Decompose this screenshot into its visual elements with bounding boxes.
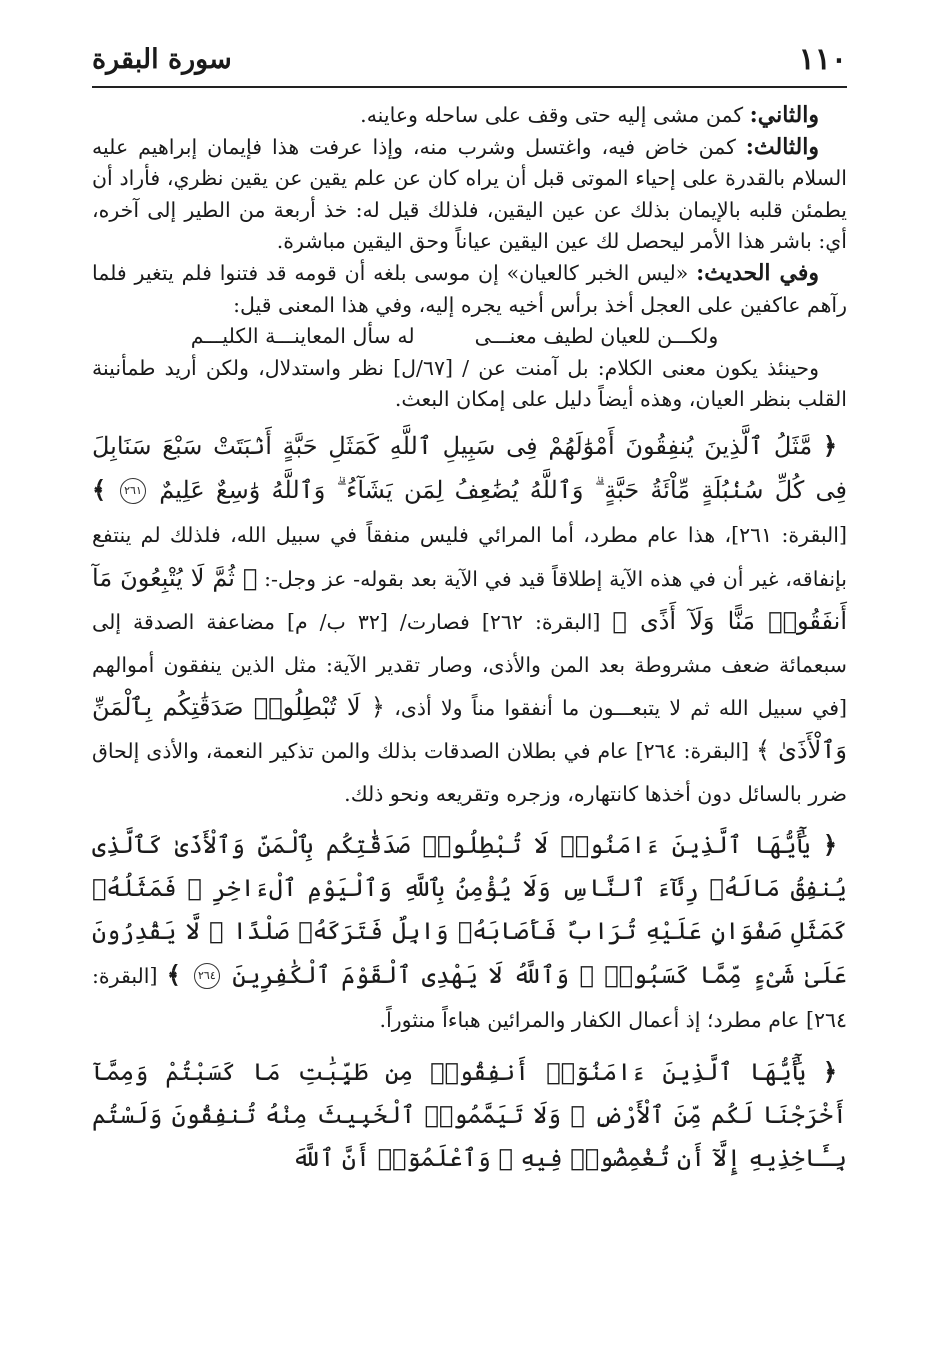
poem-hemistich-second: له سأل المعاينـــة الكليـــم [190,324,415,349]
commentary-text: عام مطرد؛ إذ أعمال الكفار والمرائين هباءاً منثوراً. [379,1007,806,1032]
poem-verse [92,321,847,353]
commentary-text: هذا عام مطرد، أما المرائي فليس منفقاً في سبيل الله، فلذلك لم ينتفع بإنفاقه، غير أن في هذه الآية إطلاقاً قيد في الآية بعد بقوله- عز وجل-: [92,522,847,591]
paragraph-text: وحينئذ يكون معنى الكلام: بل آمنت عن / [٦٧/ل] نظر واستدلال، ولكن أريد طمأنينة القلب بنظر العيان، وهذه أيضاً دليل على إمكان البعث. [92,355,847,412]
paragraph-text: «ليس الخبر كالعيان» إن موسى بلغه أن قومه قد فتنوا فلم يتغير فلما رآهم عاكفين على العجل أخذ برأس أخيه يجره إليه، وفي هذا المعنى قيل: [92,260,847,317]
ayah-quote: ﴿ ثُمَّ لَا يُتْبِعُونَ مَآ أَنفَقُوا۟ مَنًّا وَلَآ أَذًى ﴾ [92,563,847,635]
paragraph-hadith [92,258,847,321]
ayah-reference: [البقرة: ٢٦٤] [92,963,847,1032]
page-header [92,40,847,88]
paragraph-second [92,100,847,132]
ayah-reference: [البقرة: ٢٦٢] [481,609,613,634]
ayah-reference: [البقرة: ٢٦٤] [635,738,757,763]
ornate-bracket-open: ﴿ [822,430,837,460]
paragraph-third [92,132,847,258]
ayah-267-block [92,1050,847,1180]
commentary-text: عام في بطلان الصدقات بذلك والمن تذكير النعمة، والأذى إلحاق ضرر بالسائل دون أخذها كانتهاره، وزجره وتقريعه ونحو ذلك. [92,738,847,806]
paragraph-lead: وفي الحديث: [696,259,819,286]
paragraph-lead: والثالث: [745,133,819,160]
paragraph-lead: والثاني: [749,102,819,128]
ornate-bracket-open: ﴿ [822,829,837,859]
ayah-number-marker: ٢٦٤ [194,963,220,989]
ayah-261-block [92,424,847,815]
paragraph-conclusion [92,353,847,416]
poem-hemistich-first: ولكـــن للعيان لطيف معنـــى [474,324,719,349]
ornate-bracket-close: ﴾ [166,959,192,989]
ayah-text: يَٰٓأَيُّهَا ٱلَّذِينَ ءَامَنُوٓا۟ أَنفِقُوا۟ مِن طَيِّبَٰتِ مَا كَسَبْتُمْ وَمِمَّآ أَخْرَجْنَا لَكُم مِّنَ ٱلْأَرْضِ ۖ وَلَا تَيَمَّمُوا۟ ٱلْخَبِيثَ مِنْهُ تُنفِقُونَ وَلَسْتُم بِـَٔاخِذِيهِ إِلَّآ أَن تُغْمِضُوا۟ فِيهِ ۚ وَٱعْلَمُوٓا۟ أَنَّ ٱللَّهَ [92,1057,847,1172]
ayah-quote: ﴿ لَا تُبْطِلُوا۟ صَدَقَٰتِكُم بِٱلْمَنِّ وَٱلْأَذَىٰ ﴾ [92,692,847,764]
ayah-text: مَّثَلُ ٱلَّذِينَ يُنفِقُونَ أَمْوَٰلَهُمْ فِى سَبِيلِ ٱللَّهِ كَمَثَلِ حَبَّةٍ أَنۢبَتَتْ سَبْعَ سَنَابِلَ فِى كُلِّ سُنۢبُلَةٍ مِّاْئَةُ حَبَّةٍ ۗ وَٱللَّهُ يُضَٰعِفُ لِمَن يَشَآءُ ۗ وَٱللَّهُ وَٰسِعٌ عَلِيمٌ [92,431,848,504]
ayah-number-marker: ٢٦١ [120,478,146,504]
ayah-264-block [92,823,847,1042]
paragraph-text: كمن مشى إليه حتى وقف على ساحله وعاينه. [360,103,750,127]
surah-title: سورة البقرة [92,44,232,75]
commentary-text: فصارت/ [٣٢ ب/ م] مضاعفة الصدقة إلى سبعمائة ضعف مشروطة بعد المن والأذى، وصار تقدير الآية: مثل الذين ينفقون أموالهم [في سبيل الله ثم لا يتبعـــون ما أنفقوا مناً ولا أذى، [92,609,848,720]
page-body [92,100,847,1180]
paragraph-text: كمن خاض فيه، واغتسل وشرب منه، وإذا عرفت هذا فإيمان إبراهيم عليه السلام بالقدرة على إحياء الموتى قبل أن يراه كان عن علم يقين عن يقين نظري، فأراد أن يطمئن قلبه بالإيمان بذلك عن عين اليقين، فلذلك قيل له: خذ أربعة من الطير إلى آخره، أي: باشر هذا الأمر ليحصل لك عين اليقين عياناً وحق اليقين مباشرة. [92,134,847,254]
ornate-bracket-open: ﴿ [822,1056,837,1086]
page-number: ١١٠ [798,42,847,77]
ayah-reference: [البقرة: ٢٦١]، [724,522,847,547]
ornate-bracket-close: ﴾ [92,474,118,504]
ayah-text: يَٰٓأَيُّهَا ٱلَّذِينَ ءَامَنُوا۟ لَا تُبْطِلُوا۟ صَدَقَٰتِكُم بِٱلْمَنِّ وَٱلْأَذَىٰ كَٱلَّذِى يُنفِقُ مَالَهُۥ رِئَآءَ ٱلنَّاسِ وَلَا يُؤْمِنُ بِٱللَّهِ وَٱلْيَوْمِ ٱلْءَاخِرِ ۖ فَمَثَلُهُۥ كَمَثَلِ صَفْوَانٍ عَلَيْهِ تُرَابٌ فَأَصَابَهُۥ وَابِلٌ فَتَرَكَهُۥ صَلْدًا ۖ لَّا يَقْدِرُونَ عَلَىٰ شَىْءٍ مِّمَّا كَسَبُوا۟ ۗ وَٱللَّهُ لَا يَهْدِى ٱلْقَوْمَ ٱلْكَٰفِرِينَ [92,830,847,989]
